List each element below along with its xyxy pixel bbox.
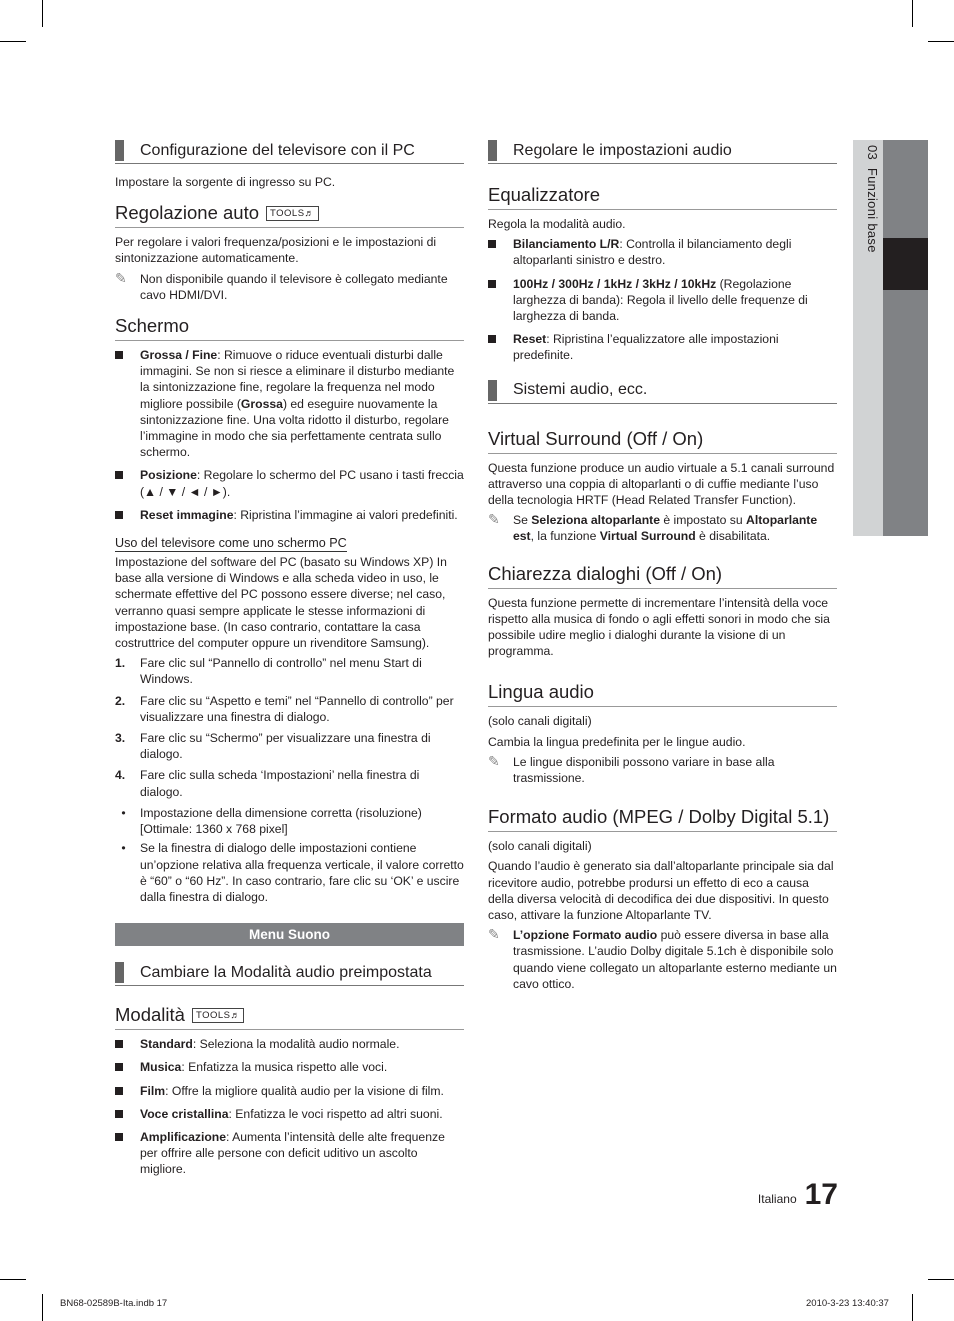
step-text: Fare clic su “Schermo” per visualizzare una finestra di dialogo. [140,731,431,762]
section-bar [488,380,497,401]
item-term: Voce cristallina [140,1106,229,1121]
item-text: : Seleziona la modalità audio normale. [192,1037,400,1052]
body-text: (solo canali digitali) [488,714,592,729]
heading-text: Equalizzatore [488,184,601,205]
section-bar [115,962,124,983]
section-title: Regolare le impostazioni audio [513,141,732,159]
body-text: Quando l’audio è generato sia dall’altoparlante principale sia dal ricevitore audio, potrebbe prodursi un effetto di eco a causa della diversa velocità di decodifica dei due dispositivi. In questo caso, attivare la funzione Altoparlante TV. [488,859,834,923]
note [488,927,837,992]
item-term: Musica [140,1060,182,1075]
heading-text: Lingua audio [488,681,594,703]
step-number: 3. [115,731,126,746]
item-text: : Enfatizza la musica rispetto alle voci. [181,1060,388,1075]
step-number: 2. [115,693,126,708]
item-text: : Enfatizza le voci rispetto ad altri suoni. [228,1106,443,1121]
note-pencil-icon: ✎ [488,752,500,769]
heading-formato-audio [488,806,837,832]
body-text: (solo canali digitali) [488,839,592,854]
crop-mark [912,1294,913,1321]
body-text: Cambia la lingua predefinita per le lingue audio. [488,734,746,749]
note-text: può essere diversa in base alla trasmissione. L’audio Dolby digitale 5.1ch è disponibile solo quando viene collegato un altoparlante esterno mediante un cavo ottico. [513,928,837,991]
note-text: è disabilitata. [695,529,771,544]
list-item [115,1083,464,1099]
heading-virtual-surround [488,428,837,454]
body-text: Per regolare i valori frequenza/posizioni e le impostazioni di sintonizzazione automaticamente. [115,235,437,266]
side-tab-block [883,140,928,238]
heading-equalizzatore [488,184,837,210]
page-number: 17 [804,1178,838,1211]
body-text: Questa funzione permette di incrementare l’intensità della voce rispetto alla musica di fondo o agli effetti sonori in modo che sia possibile udire meglio i dialoghi durante la visione di un programma. [488,595,830,659]
bullet-square-icon [115,1036,140,1052]
item-term: Posizione [140,468,197,483]
list-item [115,467,464,499]
subheading-uso-pc: Uso del televisore come uno schermo PC [115,536,347,551]
bullet-square-icon [115,507,140,523]
tools-badge [266,206,319,221]
item-term: Amplificazione [140,1129,227,1144]
crop-mark [0,1279,26,1280]
list-item [488,331,837,363]
side-tab-block [883,290,928,536]
note-term: L’opzione Formato audio [513,928,658,943]
item-term: Standard [140,1037,193,1052]
dot-text: Impostazione della dimensione corretta (risoluzione) [Ottimale: 1360 x 768 pixel] [140,805,422,837]
body-text: Regola la modalità audio. [488,217,626,231]
crop-mark [928,41,954,42]
section-header-sistemi [488,378,837,404]
body-text: Questa funzione produce un audio virtuale a 5.1 canali surround attraverso una coppia di altoparlanti o di cuffie mediante l’uso della tecnologia HRTF (Head Related Transfer Function). [488,460,835,508]
item-text: : Rimuove o riduce eventuali disturbi dalle immagini. Se non si riesce a eliminare il disturbo mediante la sintonizzazione fine, regolare la frequenza nel modo migliore possibile ( [140,348,455,411]
slug-file: BN68-02589B-Ita.indb 17 [60,1298,168,1309]
note-pencil-icon: ✎ [115,269,127,286]
chapter-title: Funzioni base [865,167,880,253]
list-item [115,347,464,460]
list-item [488,276,837,325]
section-header-modalita [115,960,464,986]
list-item [115,1129,464,1178]
item-term: Grossa / Fine [140,348,218,363]
item-text: : Ripristina l’immagine ai valori predefiniti. [233,507,458,522]
menu-suono-bar: Menu Suono [115,923,464,946]
section-bar [488,140,497,161]
heading-regolazione-auto [115,202,464,228]
item-term: Grossa [240,396,283,411]
item-term: Reset [513,332,547,347]
list-item [115,1106,464,1122]
note-text: Le lingue disponibili possono variare in base alla trasmissione. [513,754,775,786]
dot-text: Se la finestra di dialogo delle impostazioni contiene un’opzione relativa alla frequenza verticale, il valore corretto è “60” o “60 Hz”. In caso contrario, fare clic su ‘OK’ e uscire dalla finestra di dialogo. [140,841,464,904]
crop-mark [42,0,43,27]
step-item [115,767,464,799]
side-tab-active-block [883,238,928,290]
tools-label: TOOLS [195,1009,231,1021]
item-text: : Aumenta l’intensità delle alte frequenze per offrire alle persone con deficit uditivo un ascolto migliore. [140,1129,445,1177]
note [488,754,837,786]
item-text: ) ed eseguire nuovamente la sintonizzazione fine. Una volta ridotto il disturbo, regolare l’immagine in modo che sia perfettamente centrata sullo schermo. [140,396,449,460]
heading-text: Virtual Surround (Off / On) [488,427,704,449]
note-pencil-icon: ✎ [488,926,500,943]
bullet-square-icon [115,1083,140,1099]
slug-date: 2010-3-23 13:40:37 [806,1298,889,1309]
list-item [488,236,837,268]
list-item [115,1036,464,1052]
note-text: , la funzione [530,529,600,544]
bullet-square-icon [115,1106,140,1122]
section-title: Sistemi audio, ecc. [513,381,648,399]
tools-icon: ♬ [230,1009,241,1021]
heading-text: Regolazione auto [115,202,259,224]
item-term: 100Hz / 300Hz / 1kHz / 3kHz / 10kHz [513,276,717,291]
note [488,512,837,544]
bullet-square-icon [115,1129,140,1178]
step-text: Fare clic sul “Pannello di controllo” nel menu Start di Windows. [140,656,422,687]
footer-language: Italiano [757,1192,797,1206]
note-text: Se [513,513,532,528]
bullet-square-icon [115,467,140,499]
item-text: (Regolazione larghezza di banda): Regola il livello delle frequenze di larghezza di banda. [513,276,808,324]
dot-item [115,805,464,837]
list-item [115,1059,464,1075]
item-term: Film [140,1083,166,1098]
bullet-dot-icon: • [121,805,126,820]
item-term: Reset immagine [140,507,234,522]
bullet-dot-icon: • [121,841,126,856]
crop-mark [928,1279,954,1280]
heading-text: Formato audio (MPEG / Dolby Digital 5.1) [488,806,830,828]
bullet-square-icon [488,331,513,363]
body-text: Impostazione del software del PC (basato su Windows XP) In base alla versione di Windows e alla scheda video in uso, le schermate effettive del PC possono essere diverse; nel caso, verranno quasi sempre applicate le stesse informazioni di impostazione base. (In caso contrario, contattare la casa costruttrice del computer oppure un rivenditore Samsung). [115,555,447,651]
step-text: Fare clic su “Aspetto e temi” nel “Pannello di controllo” per visualizzare una finestra di dialogo. [140,693,454,724]
note-text: è impostato su [659,513,747,528]
note-text: Non disponibile quando il televisore è collegato mediante cavo HDMI/DVI. [140,271,448,302]
heading-schermo [115,315,464,341]
step-text: Fare clic sulla scheda ‘Impostazioni’ nella finestra di dialogo. [140,768,420,799]
bullet-square-icon [488,236,513,268]
tools-icon: ♬ [304,207,315,219]
left-column [115,138,464,1185]
item-term: Bilanciamento L/R [513,237,620,252]
item-text: : Ripristina l’equalizzatore alle impostazioni predefinite. [513,332,779,363]
heading-chiarezza-dialoghi [488,563,837,589]
right-column [488,138,837,996]
section-header-pc [115,138,464,164]
step-item [115,693,464,725]
tools-label: TOOLS [270,207,305,219]
heading-modalita [115,1004,464,1030]
section-title: Configurazione del televisore con il PC [140,141,415,159]
step-item [115,730,464,762]
tools-badge [192,1008,245,1023]
intro-text: Impostare la sorgente di ingresso su PC. [115,175,336,189]
heading-text: Modalità [115,1004,185,1026]
item-text: : Offre la migliore qualità audio per la visione di film. [165,1083,444,1098]
crop-mark [0,41,26,42]
item-text: : Regolare lo schermo del PC usano i tasti freccia (▲ / ▼ / ◄ / ►). [140,468,464,499]
heading-lingua-audio [488,681,837,707]
step-item [115,655,464,687]
chapter-number: 03 [865,145,880,161]
heading-text: Chiarezza dialoghi (Off / On) [488,562,723,584]
crop-mark [912,0,913,27]
page-footer [758,1180,838,1210]
item-text: : Controlla il bilanciamento degli altoparlanti sinistro e destro. [513,237,792,268]
note [115,271,464,303]
note-pencil-icon: ✎ [488,511,500,528]
step-number: 1. [115,656,126,671]
bullet-square-icon [488,276,513,325]
section-title: Cambiare la Modalità audio preimpostata [140,963,432,981]
section-header-audio [488,138,837,164]
note-term: Virtual Surround [599,529,696,544]
note-term: Altoparlante est [513,513,818,544]
dot-item [115,840,464,905]
bullet-square-icon [115,1059,140,1075]
step-number: 4. [115,768,126,783]
heading-text: Schermo [115,315,190,337]
bullet-square-icon [115,347,140,460]
list-item [115,507,464,523]
crop-mark [42,1294,43,1321]
section-bar [115,140,124,161]
chapter-label [860,145,880,253]
note-term: Seleziona altoparlante [531,513,660,528]
